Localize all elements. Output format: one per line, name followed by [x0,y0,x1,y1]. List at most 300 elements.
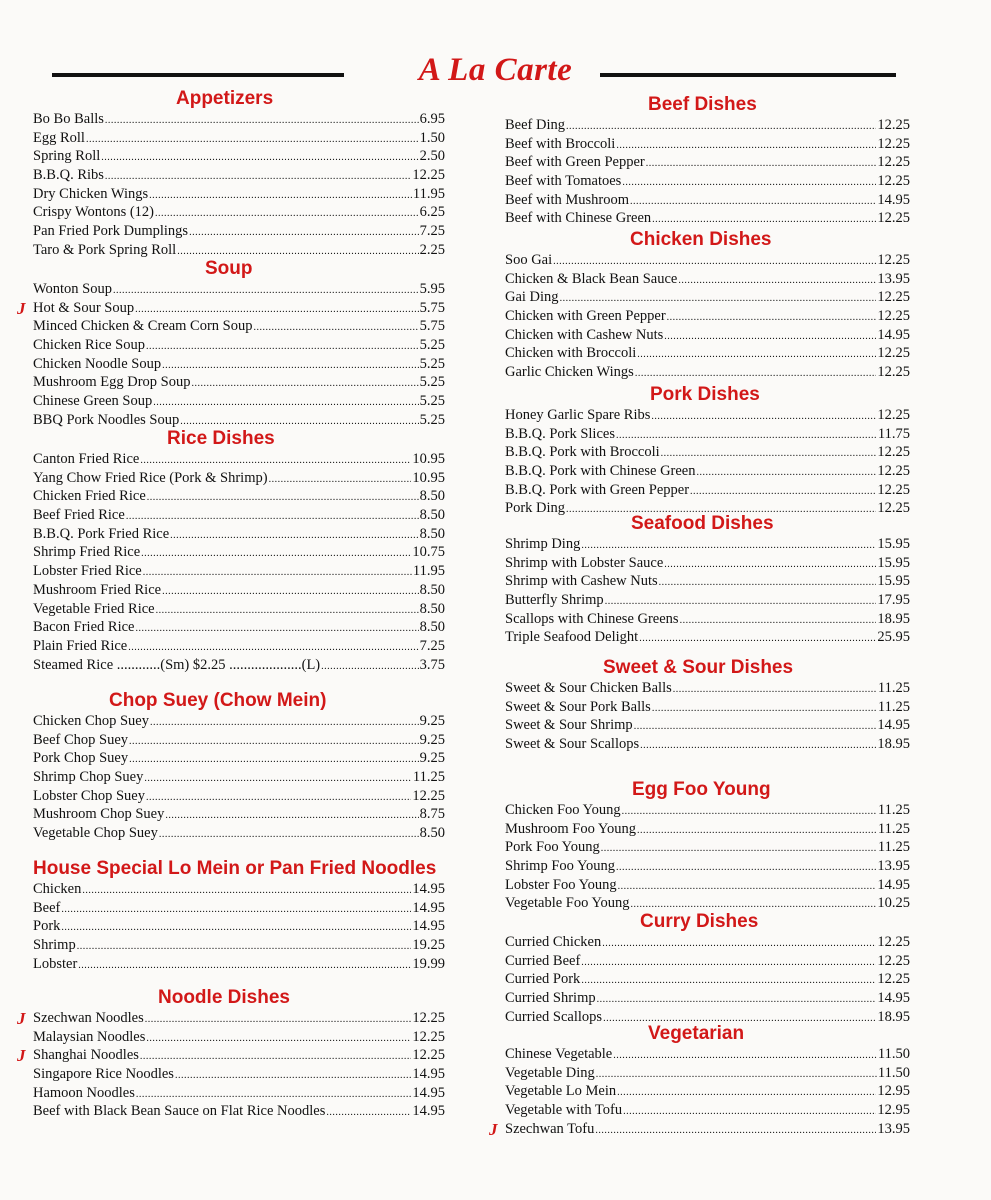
menu-item-price: 12.95 [877,1083,910,1100]
menu-item-name: Sweet & Sour Chicken Balls [505,680,672,696]
section-title: Vegetarian [648,1023,745,1044]
menu-item-name: Beef with Green Pepper [505,154,645,171]
menu-item-name: Chicken with Cashew Nuts [505,326,664,343]
menu-item-price: 17.95 [877,592,910,609]
menu-item-price: 7.25 [419,637,445,654]
menu-item [33,392,445,411]
menu-item [505,1064,910,1083]
menu-item-price: 14.95 [877,191,910,208]
menu-section-house-special-lo-mein-or-pan-fried-noodles [33,858,445,973]
menu-item [33,581,445,600]
menu-item-price: 12.25 [877,952,910,969]
menu-section-seafood-dishes [505,513,910,647]
menu-item [505,735,910,754]
menu-item-price: 5.25 [419,355,445,372]
menu-item-name: Pork Foo Young [505,839,600,856]
section-title: Chicken Dishes [630,229,772,250]
menu-item-price: 11.25 [877,698,910,715]
menu-item [505,288,910,307]
menu-item-name: Egg Roll [33,129,85,146]
menu-item [505,172,910,191]
menu-item-name: Singapore Rice Noodles [33,1066,174,1083]
menu-item-price: 11.50 [877,1046,910,1062]
menu-item-price: 15.95 [877,536,910,552]
dot-leader [652,211,876,230]
menu-item [33,203,445,222]
menu-item-price: 12.25 [877,117,910,133]
menu-item-price: 10.75 [412,544,445,561]
menu-item [33,1028,445,1047]
menu-item [505,209,910,228]
menu-item-name: Chicken with Broccoli [505,345,637,362]
menu-item [505,270,910,289]
menu-item-price: 12.25 [877,154,910,171]
menu-item-name: Bacon Fried Rice [33,619,135,636]
menu-item [17,298,445,318]
menu-item-price: 10.95 [412,451,445,467]
menu-item [33,129,445,148]
menu-item-price: 12.25 [877,444,910,461]
menu-section-curry-dishes [505,911,910,1026]
menu-item-price: 12.25 [412,1010,445,1026]
menu-item [33,411,445,430]
menu-item [33,543,445,562]
menu-item-name: Sweet & Sour Shrimp [505,717,633,734]
menu-item-name: Yang Chow Fried Rice (Pork & Shrimp) [33,469,268,486]
menu-item-name: Chicken Fried Rice [33,488,146,505]
dot-leader [595,1122,876,1141]
menu-item [33,241,445,260]
menu-item [33,110,445,129]
menu-item-price: 14.95 [877,326,910,343]
menu-item-name: Vegetable Ding [505,1064,595,1081]
menu-item [505,820,910,839]
menu-item [505,135,910,154]
menu-item-price: 11.95 [412,563,445,580]
menu-item-name: Hot & Sour Soup [33,299,135,316]
menu-item-price: 8.50 [419,600,445,617]
menu-item [505,591,910,610]
menu-item-price: 8.50 [419,581,445,598]
menu-item-name: Beef with Black Bean Sauce on Flat Rice Noodles [33,1103,326,1120]
menu-item-name: Beef Fried Rice [33,507,125,524]
menu-item [33,731,445,750]
menu-item [505,952,910,971]
menu-item-price: 7.25 [419,223,445,240]
dot-leader [640,737,876,756]
menu-section-beef-dishes [505,94,910,228]
menu-item-name: Lobster Chop Suey [33,787,145,804]
menu-item-name: Triple Seafood Delight [505,629,639,646]
menu-item [33,487,445,506]
menu-item [33,1084,445,1103]
menu-item-name: Chinese Green Soup [33,393,153,410]
menu-section-sweet-and-sour-dishes [505,657,910,754]
menu-item [505,481,910,500]
menu-item-name: Sweet & Sour Scallops [505,736,640,753]
menu-item-name: Beef with Chinese Green [505,210,652,227]
menu-item-price: 11.25 [877,680,910,696]
menu-item-name: Soo Gai [505,252,553,268]
menu-item-name: Beef [33,899,61,916]
menu-item-name: Dry Chicken Wings [33,185,149,202]
section-title: Chop Suey (Chow Mein) [109,690,327,711]
menu-item-name: Shrimp [33,937,76,954]
section-title: Rice Dishes [167,428,275,449]
menu-item-name: Shanghai Noodles [33,1047,139,1064]
menu-item [33,880,445,899]
menu-item [505,554,910,573]
menu-item-price: 11.25 [877,820,910,837]
section-title: Appetizers [176,88,274,109]
red-chili-j-icon: J [489,1119,498,1139]
menu-item-price: 12.25 [412,167,445,184]
menu-item [505,857,910,876]
menu-item [505,191,910,210]
menu-item-name: Curried Beef [505,952,581,969]
menu-item-name: Minced Chicken & Cream Corn Soup [33,318,253,335]
dot-leader [321,658,418,677]
menu-item [33,469,445,488]
menu-item [33,147,445,166]
menu-item-name: Shrimp with Lobster Sauce [505,554,664,571]
menu-item-price: 9.25 [419,731,445,748]
menu-item-name: Lobster Foo Young [505,876,617,893]
menu-item-price: 12.25 [877,407,910,423]
menu-item-name: Plain Fried Rice [33,637,128,654]
menu-item-price: 9.25 [419,713,445,729]
menu-item-price: 13.95 [877,1120,910,1137]
menu-item-name: Vegetable Fried Rice [33,600,155,617]
menu-item [33,600,445,619]
menu-section-pork-dishes [505,384,910,518]
menu-item-name: Beef Chop Suey [33,731,129,748]
menu-item [33,562,445,581]
menu-item [489,1119,910,1139]
menu-item-name: Beef with Tomatoes [505,173,622,190]
menu-item-name: Beef Ding [505,117,565,133]
menu-item-price: 9.25 [419,750,445,767]
menu-item [505,801,910,820]
menu-item-name: Hamoon Noodles [33,1084,135,1101]
menu-item-price: 8.75 [419,806,445,823]
red-chili-j-icon: J [17,1009,26,1028]
menu-item-name: B.B.Q. Pork Fried Rice [33,525,170,542]
menu-item [505,425,910,444]
menu-item-price: 14.95 [877,876,910,893]
menu-item-price: 12.25 [877,481,910,498]
section-title: Curry Dishes [640,911,759,932]
menu-item [33,222,445,241]
menu-item-name: Mushroom Foo Young [505,820,636,837]
menu-item-price: 15.95 [877,554,910,571]
menu-item-name: Chicken [33,881,82,897]
menu-item-price: 18.95 [877,736,910,753]
menu-item [505,443,910,462]
menu-section-egg-foo-young [505,779,910,913]
menu-item [505,462,910,481]
menu-item-price: 14.95 [412,1066,445,1083]
menu-item-name: Chicken Noodle Soup [33,355,162,372]
menu-item-price: 19.99 [412,955,445,972]
menu-item-name: Pork Chop Suey [33,750,129,767]
menu-item [33,955,445,974]
menu-item-price: 14.95 [877,990,910,1007]
dot-leader [639,630,876,649]
menu-item-price: 5.75 [419,299,445,316]
menu-item [33,712,445,731]
menu-item-name: Shrimp Foo Young [505,858,615,875]
section-title: Noodle Dishes [158,987,290,1008]
menu-item-name: Pan Fried Pork Dumplings [33,223,189,240]
menu-item [505,153,910,172]
menu-item-price: 12.25 [877,463,910,480]
menu-item-price: 8.50 [419,488,445,505]
menu-section-appetizers [33,88,445,260]
menu-item [33,899,445,918]
menu-item-price: 14.95 [412,1103,445,1120]
menu-item-price: 8.50 [419,525,445,542]
menu-item [505,406,910,425]
menu-item-price: 15.95 [877,573,910,590]
menu-item-price: 12.25 [877,210,910,227]
menu-item-name: Szechwan Noodles [33,1010,144,1026]
menu-item [33,787,445,806]
menu-item-price: 6.25 [419,204,445,221]
menu-item-name: Vegetable Foo Young [505,895,630,912]
section-title: Seafood Dishes [631,513,774,534]
menu-item-name: Chicken & Black Bean Sauce [505,270,678,287]
menu-item [505,363,910,382]
section-title: Egg Foo Young [632,779,771,800]
menu-item-name: Curried Scallops [505,1008,603,1025]
menu-item-name: Taro & Pork Spring Roll [33,241,177,258]
section-title: Pork Dishes [650,384,760,405]
menu-item-price: 12.25 [877,135,910,152]
menu-item [33,618,445,637]
menu-item [505,535,910,554]
menu-item [33,317,445,336]
menu-item-name: Spring Roll [33,148,101,165]
menu-item-price: 5.25 [419,393,445,410]
menu-item-price: 25.95 [877,629,910,646]
menu-item-name: Lobster Fried Rice [33,563,142,580]
menu-item-price: 11.95 [412,185,445,202]
menu-item [505,933,910,952]
menu-item-name: Pork Ding [505,500,566,517]
menu-item-price: 6.95 [419,111,445,127]
menu-item [505,970,910,989]
menu-item-price: 14.95 [412,1084,445,1101]
section-title: House Special Lo Mein or Pan Fried Noodles [33,858,437,879]
menu-item-price: 8.50 [419,507,445,524]
menu-item-price: 3.75 [419,656,445,673]
menu-item [33,280,445,299]
menu-item-name: Honey Garlic Spare Ribs [505,407,651,423]
menu-item-price: 1.50 [419,129,445,146]
menu-item-price: 19.25 [412,937,445,954]
menu-item-name: Shrimp with Cashew Nuts [505,573,658,590]
page-title: A La Carte [418,52,573,88]
menu-item-price: 8.50 [419,619,445,636]
menu-item-price: 12.25 [412,787,445,804]
menu-item-name: Canton Fried Rice [33,451,140,467]
menu-item-name: Sweet & Sour Pork Balls [505,698,651,715]
menu-item-price: 12.25 [877,173,910,190]
menu-item-name: Shrimp Fried Rice [33,544,141,561]
menu-item-price: 11.25 [877,802,910,818]
menu-item [33,373,445,392]
menu-item-name: B.B.Q. Pork with Green Pepper [505,481,690,498]
menu-item-price: 18.95 [877,1008,910,1025]
menu-item-price: 10.25 [877,895,910,912]
title-rule-right [600,73,896,77]
menu-item-name: Mushroom Egg Drop Soup [33,374,191,391]
menu-item [33,336,445,355]
menu-item-price: 2.50 [419,148,445,165]
menu-section-noodle-dishes [17,987,445,1121]
menu-item-price: 5.25 [419,374,445,391]
menu-item-price: 10.95 [412,469,445,486]
menu-item [505,344,910,363]
menu-item-price: 13.95 [877,270,910,287]
menu-item-name: Garlic Chicken Wings [505,364,634,381]
menu-item-price: 5.95 [419,281,445,297]
menu-item-name: Crispy Wontons (12) [33,204,155,221]
menu-item-price: 12.25 [412,1047,445,1064]
menu-item-name: Mushroom Chop Suey [33,806,165,823]
menu-item-price: 11.75 [877,425,910,442]
menu-item-name: BBQ Pork Noodles Soup [33,411,180,428]
red-chili-j-icon: J [17,1046,26,1066]
menu-item-price: 12.25 [877,345,910,362]
menu-item-price: 14.95 [412,918,445,935]
dot-leader [635,365,877,384]
menu-item-price: 12.25 [877,364,910,381]
menu-item [33,525,445,544]
menu-item [17,1046,445,1066]
menu-item [505,326,910,345]
menu-item-price: 5.75 [419,318,445,335]
menu-item-price: 12.25 [412,1028,445,1045]
menu-item [505,1082,910,1101]
menu-item-name: Gai Ding [505,289,559,306]
menu-item [33,166,445,185]
menu-item-name: Vegetable Lo Mein [505,1083,617,1100]
menu-item [505,116,910,135]
menu-section-soup [17,258,445,430]
menu-item-name: B.B.Q. Pork with Broccoli [505,444,660,461]
menu-item [33,355,445,374]
menu-item-price: 12.25 [877,934,910,950]
menu-item [505,610,910,629]
menu-item-name: Chicken Chop Suey [33,713,149,729]
menu-item-name: Curried Chicken [505,934,602,950]
menu-item-name: Malaysian Noodles [33,1028,146,1045]
menu-item-name: Beef with Mushroom [505,191,630,208]
menu-item-name: Chicken Foo Young [505,802,621,818]
menu-item-price: 12.25 [877,252,910,268]
menu-item-price: 14.95 [877,717,910,734]
menu-item [505,989,910,1008]
menu-item-price: 8.50 [419,825,445,842]
menu-item [505,1101,910,1120]
menu-item [33,637,445,656]
menu-item [33,768,445,787]
menu-item [33,506,445,525]
menu-item-price: 13.95 [877,858,910,875]
dot-leader [159,826,419,845]
menu-item-price: 14.95 [412,881,445,897]
menu-item-name: B.B.Q. Ribs [33,167,104,184]
menu-item-name: Chinese Vegetable [505,1046,613,1062]
menu-item [33,749,445,768]
menu-item-price: 11.25 [412,769,445,786]
menu-section-chicken-dishes [505,229,910,382]
menu-item-name: Lobster [33,955,78,972]
menu-item [33,185,445,204]
menu-item [505,876,910,895]
menu-item [33,450,445,469]
menu-item-price: 11.25 [877,839,910,856]
menu-item-name: Wonton Soup [33,281,112,297]
menu-item [33,1065,445,1084]
menu-item [33,917,445,936]
menu-item [17,1009,445,1028]
menu-item [33,824,445,843]
menu-item-name: Shrimp Ding [505,536,581,552]
menu-item-name: Chicken with Green Pepper [505,308,666,325]
menu-item-price: 12.25 [877,500,910,517]
menu-item-price: 18.95 [877,610,910,627]
menu-item-name: Scallops with Chinese Greens [505,610,679,627]
menu-item [505,838,910,857]
menu-item-price: 12.25 [877,289,910,306]
menu-item [33,656,445,675]
section-title: Beef Dishes [648,94,757,115]
menu-item-price: 12.25 [877,971,910,988]
menu-item [505,698,910,717]
menu-item-name: Curried Shrimp [505,990,596,1007]
section-title: Soup [205,258,253,279]
dot-leader [78,957,411,976]
menu-item [33,936,445,955]
menu-section-rice-dishes [33,428,445,674]
menu-item-price: 5.25 [419,411,445,428]
menu-item-price: 5.25 [419,337,445,354]
section-title: Sweet & Sour Dishes [603,657,794,678]
menu-item-name: Szechwan Tofu [505,1120,595,1137]
menu-item [505,572,910,591]
menu-item-name: Vegetable with Tofu [505,1102,623,1119]
red-chili-j-icon: J [17,298,26,318]
menu-item-name: Shrimp Chop Suey [33,769,144,786]
menu-item [505,1045,910,1064]
menu-item-name: Mushroom Fried Rice [33,581,162,598]
menu-item-price: 14.95 [412,899,445,916]
menu-item-name: Vegetable Chop Suey [33,825,158,842]
menu-item-name: Bo Bo Balls [33,111,104,127]
menu-item-name: B.B.Q. Pork with Chinese Green [505,463,696,480]
menu-item-price: 11.50 [877,1064,910,1081]
dot-leader [326,1104,411,1123]
menu-item-name: Curried Pork [505,971,581,988]
menu-item [505,679,910,698]
menu-item [505,307,910,326]
menu-item-name: B.B.Q. Pork Slices [505,425,615,442]
menu-item-price: 12.95 [877,1102,910,1119]
menu-item-price: 12.25 [877,308,910,325]
